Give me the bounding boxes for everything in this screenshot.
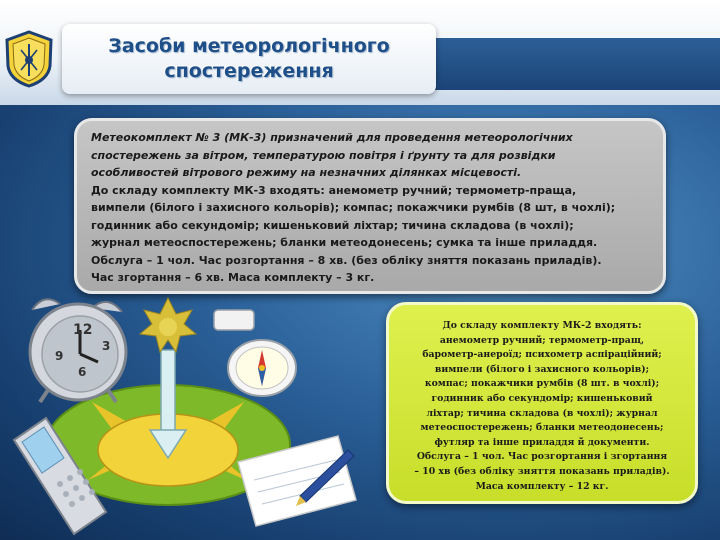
compass-icon [214, 310, 296, 396]
text-line: ліхтар; тичина складова (в чохлі); журнал [426, 407, 658, 419]
clock-number-12: 12 [73, 322, 93, 338]
text-line: Маса комплекту – 12 кг. [475, 480, 609, 492]
illustration [0, 290, 380, 540]
text-line: годинник або секундомір; кишеньковий [431, 392, 653, 404]
text-line: спостережень за вітром, температурою повітря і ґрунту та для розвідки [91, 148, 556, 162]
clock-number-9: 9 [55, 349, 64, 363]
text-line: До складу комплекту МК-2 входять: [442, 320, 642, 331]
university-logo-icon [4, 30, 54, 88]
text-line: особливостей вітрового режиму на незначних ділянках місцевості. [91, 166, 522, 179]
clock-number-3: 3 [102, 339, 111, 353]
text-line: До складу комплекту МК‑3 входять: анемометр ручний; термометр‑праща, [91, 183, 577, 197]
title-line-2: спостереження [164, 60, 334, 82]
text-line: Обслуга – 1 чол. Час розгортання і згортання [416, 451, 668, 463]
text-line: барометр-анероїд; психометр аспіраційний; [422, 349, 662, 361]
title-line-1: Засоби метеорологічного [108, 35, 390, 57]
text-line: вимпели (білого і захисного кольорів); компас; покажчики румбів (8 шт, в чохлі); [91, 201, 616, 214]
star-sun-icon [140, 298, 196, 352]
text-line: годинник або секундомір; кишеньковий ліхтар; тичина складова (в чохлі); [91, 218, 574, 232]
title-box [62, 24, 436, 94]
text-line: Метеокомплект № 3 (МК‑3) призначений для проведення метеорологічних [91, 131, 573, 144]
text-line: метеоспостережень; бланки метеодонесень; [420, 422, 664, 434]
text-line: Час згортання – 6 хв. Маса комплекту – 3 кг. [91, 271, 375, 284]
text-line: вимпели (білого і захисного кольорів); [434, 363, 650, 375]
clock-number-6: 6 [78, 365, 87, 379]
mk2-description-panel [386, 302, 698, 504]
text-line: анемометр ручний; термометр-пращ, [439, 334, 645, 346]
mk2-description-text [397, 319, 687, 494]
text-line: футляр та інше приладдя й документи. [434, 436, 650, 448]
text-line: Обслуга – 1 чол. Час розгортання – 8 хв. (без обліку зняття показань приладів). [91, 253, 602, 267]
text-line: компас; покажчики румбів (8 шт. в чохлі); [424, 378, 660, 390]
mk3-description-text [91, 129, 651, 287]
text-line: журнал метеоспостережень; бланки метеодонесень; сумка та інше приладдя. [91, 236, 598, 249]
text-line: – 10 хв (без обліку зняття показань приладів). [414, 465, 670, 477]
mk3-description-panel [74, 118, 666, 294]
slide-title [108, 34, 389, 84]
alarm-clock-icon [30, 299, 126, 402]
